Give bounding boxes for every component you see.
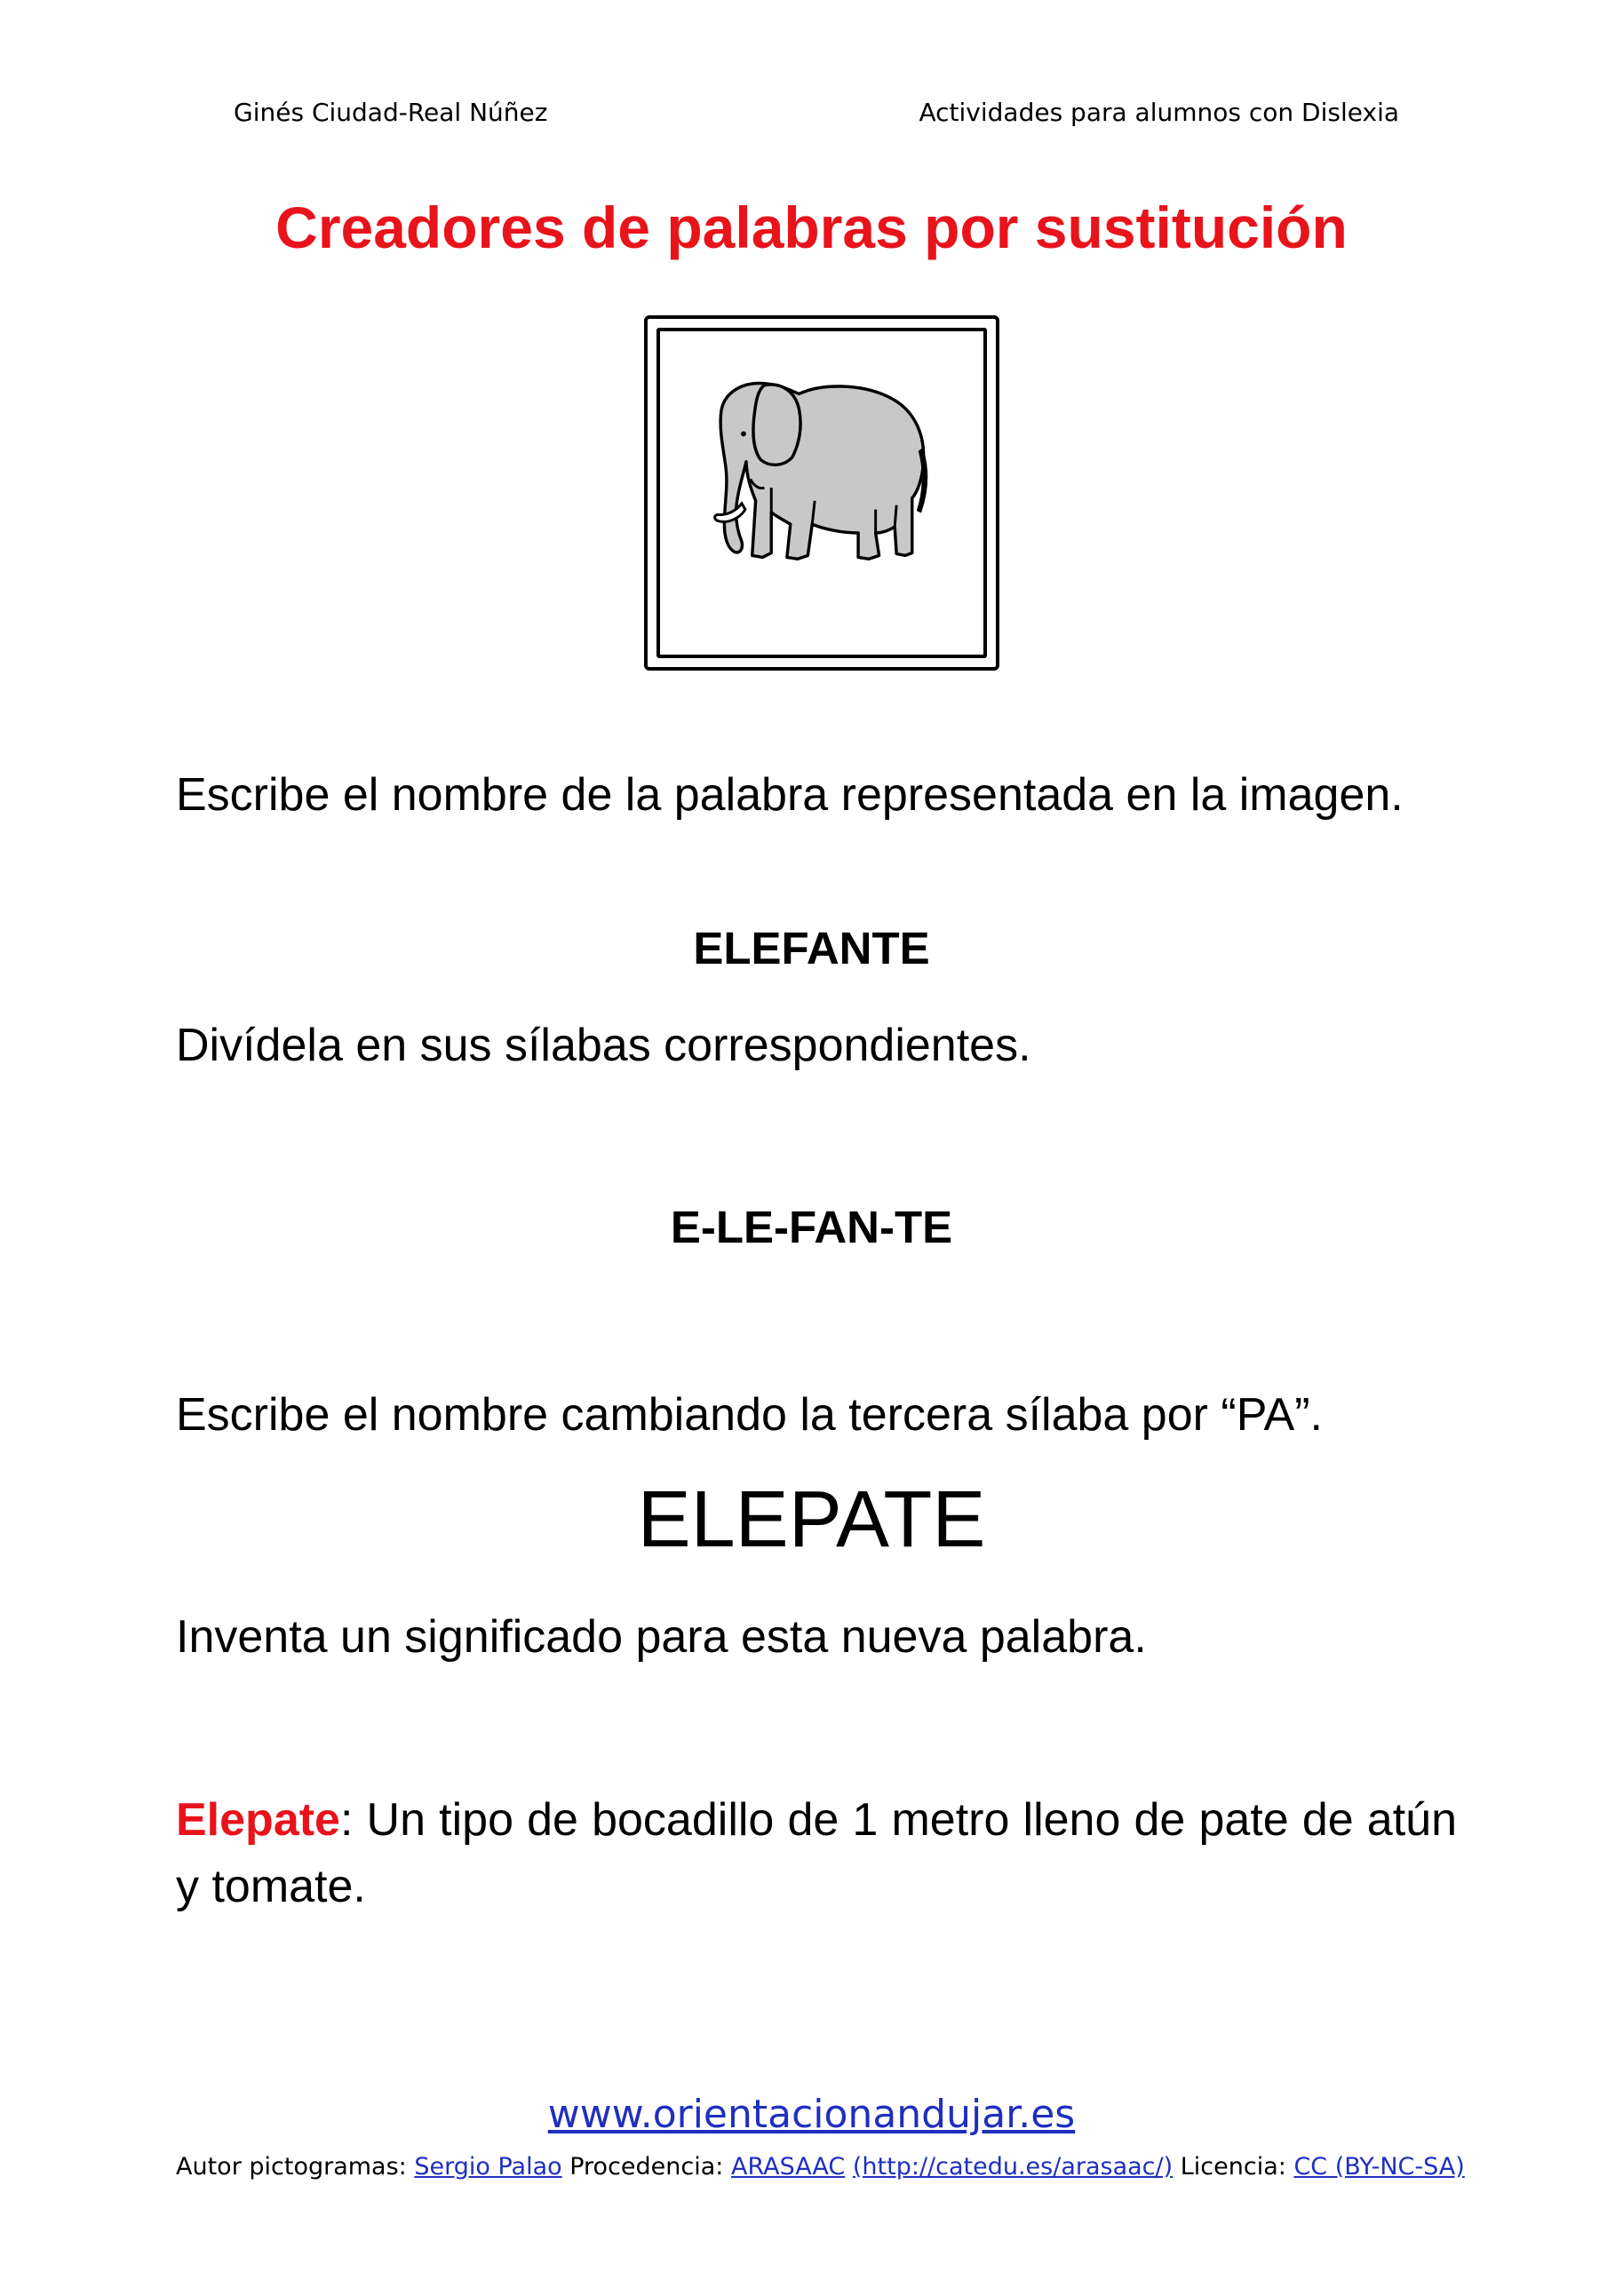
license-link[interactable]: CC (BY-NC-SA) [1293,2153,1465,2181]
footer-website [0,2092,1623,2137]
arasaac-link[interactable]: ARASAAC [730,2153,846,2181]
instruction-step-4: Inventa un significado para esta nueva palabra. [176,1611,1147,1663]
instruction-step-1: Escribe el nombre de la palabra representada en la imagen. [176,769,1404,821]
definition-text: : Un tipo de bocadillo de 1 metro lleno de pate de atún y tomate. [176,1794,1457,1912]
new-word: ELEPATE [637,1475,986,1564]
header-author: Ginés Ciudad-Real Núñez [234,98,548,127]
source-label: Procedencia: [561,2153,731,2181]
definition [176,1787,1457,1920]
definition-term: Elepate [176,1794,340,1846]
license-label: Licencia: [1173,2153,1294,2181]
elephant-icon [660,331,983,655]
instruction-step-2: Divídela en sus sílabas correspondientes. [176,1020,1031,1071]
author-link[interactable]: Sergio Palao [414,2153,562,2181]
website-link[interactable]: www.orientacionandujar.es [547,2092,1076,2137]
author-label: Autor pictogramas: [176,2153,415,2181]
instruction-step-3: Escribe el nombre cambiando la tercera sílaba por “PA”. [176,1389,1323,1441]
footer-credits [176,2153,1465,2181]
catedu-link[interactable]: (http://catedu.es/arasaac/) [852,2153,1173,2181]
word-answer: ELEFANTE [693,923,930,973]
page-title: Creadores de palabras por sustitución [275,195,1348,260]
header-subject: Actividades para alumnos con Dislexia [919,98,1399,127]
pictogram-frame [644,315,999,671]
syllables-answer: E-LE-FAN-TE [670,1202,953,1252]
